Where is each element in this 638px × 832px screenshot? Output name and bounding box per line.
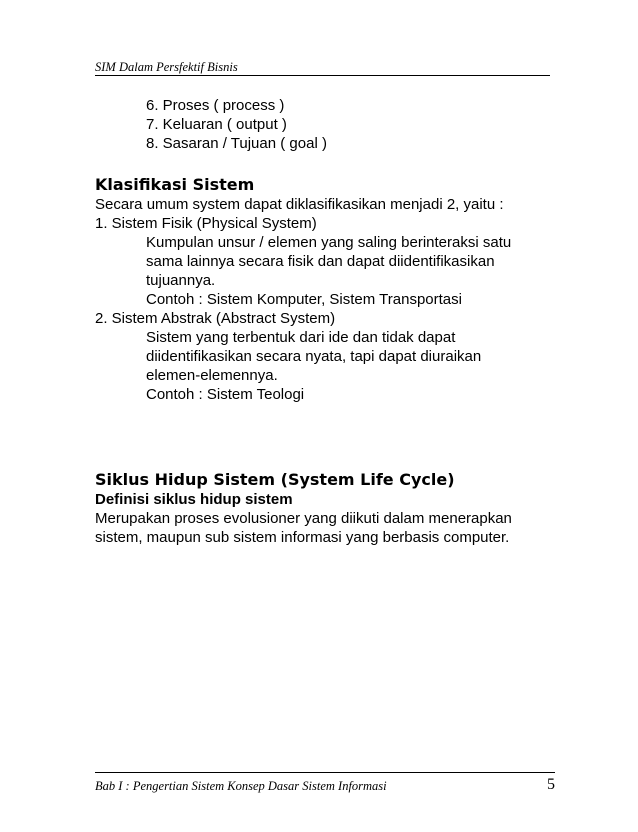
- sistem-fisik-desc: sama lainnya secara fisik dan dapat diidentifikasikan: [146, 253, 495, 270]
- klasifikasi-section: [95, 175, 565, 404]
- siklus-body: sistem, maupun sub sistem informasi yang berbasis computer.: [95, 529, 510, 546]
- list-item: 8. Sasaran / Tujuan ( goal ): [146, 135, 327, 152]
- sistem-abstrak-example: Contoh : Sistem Teologi: [146, 386, 305, 403]
- page-header: [95, 59, 550, 76]
- header-title: SIM Dalam Persfektif Bisnis: [95, 60, 238, 74]
- siklus-body: Merupakan proses evolusioner yang diikuti dalam menerapkan: [95, 510, 512, 527]
- sistem-fisik-example: Contoh : Sistem Komputer, Sistem Transportasi: [146, 291, 462, 308]
- sistem-fisik-desc: Kumpulan unsur / elemen yang saling berinteraksi satu: [146, 234, 512, 251]
- page-content: [95, 96, 565, 547]
- sistem-fisik-desc: tujuannya.: [146, 272, 216, 289]
- list-item: 7. Keluaran ( output ): [146, 116, 287, 133]
- footer-chapter-title: Bab I : Pengertian Sistem Konsep Dasar Sistem Informasi: [95, 779, 387, 793]
- siklus-subheading: Definisi siklus hidup sistem: [95, 491, 293, 508]
- sistem-fisik-title: 1. Sistem Fisik (Physical System): [95, 215, 317, 232]
- klasifikasi-heading: Klasifikasi Sistem: [95, 175, 255, 194]
- page-footer: [95, 772, 555, 795]
- sistem-abstrak-title: 2. Sistem Abstrak (Abstract System): [95, 310, 336, 327]
- sistem-abstrak-desc: diidentifikasikan secara nyata, tapi dapat diuraikan: [146, 348, 482, 365]
- siklus-section: [95, 470, 565, 547]
- elements-list: [95, 96, 565, 153]
- sistem-abstrak-desc: elemen-elemennya.: [146, 367, 278, 384]
- klasifikasi-intro: Secara umum system dapat diklasifikasikan menjadi 2, yaitu :: [95, 196, 504, 213]
- list-item: 6. Proses ( process ): [146, 97, 285, 114]
- page-number: 5: [547, 776, 555, 793]
- siklus-heading: Siklus Hidup Sistem (System Life Cycle): [95, 470, 455, 489]
- sistem-abstrak-desc: Sistem yang terbentuk dari ide dan tidak dapat: [146, 329, 456, 346]
